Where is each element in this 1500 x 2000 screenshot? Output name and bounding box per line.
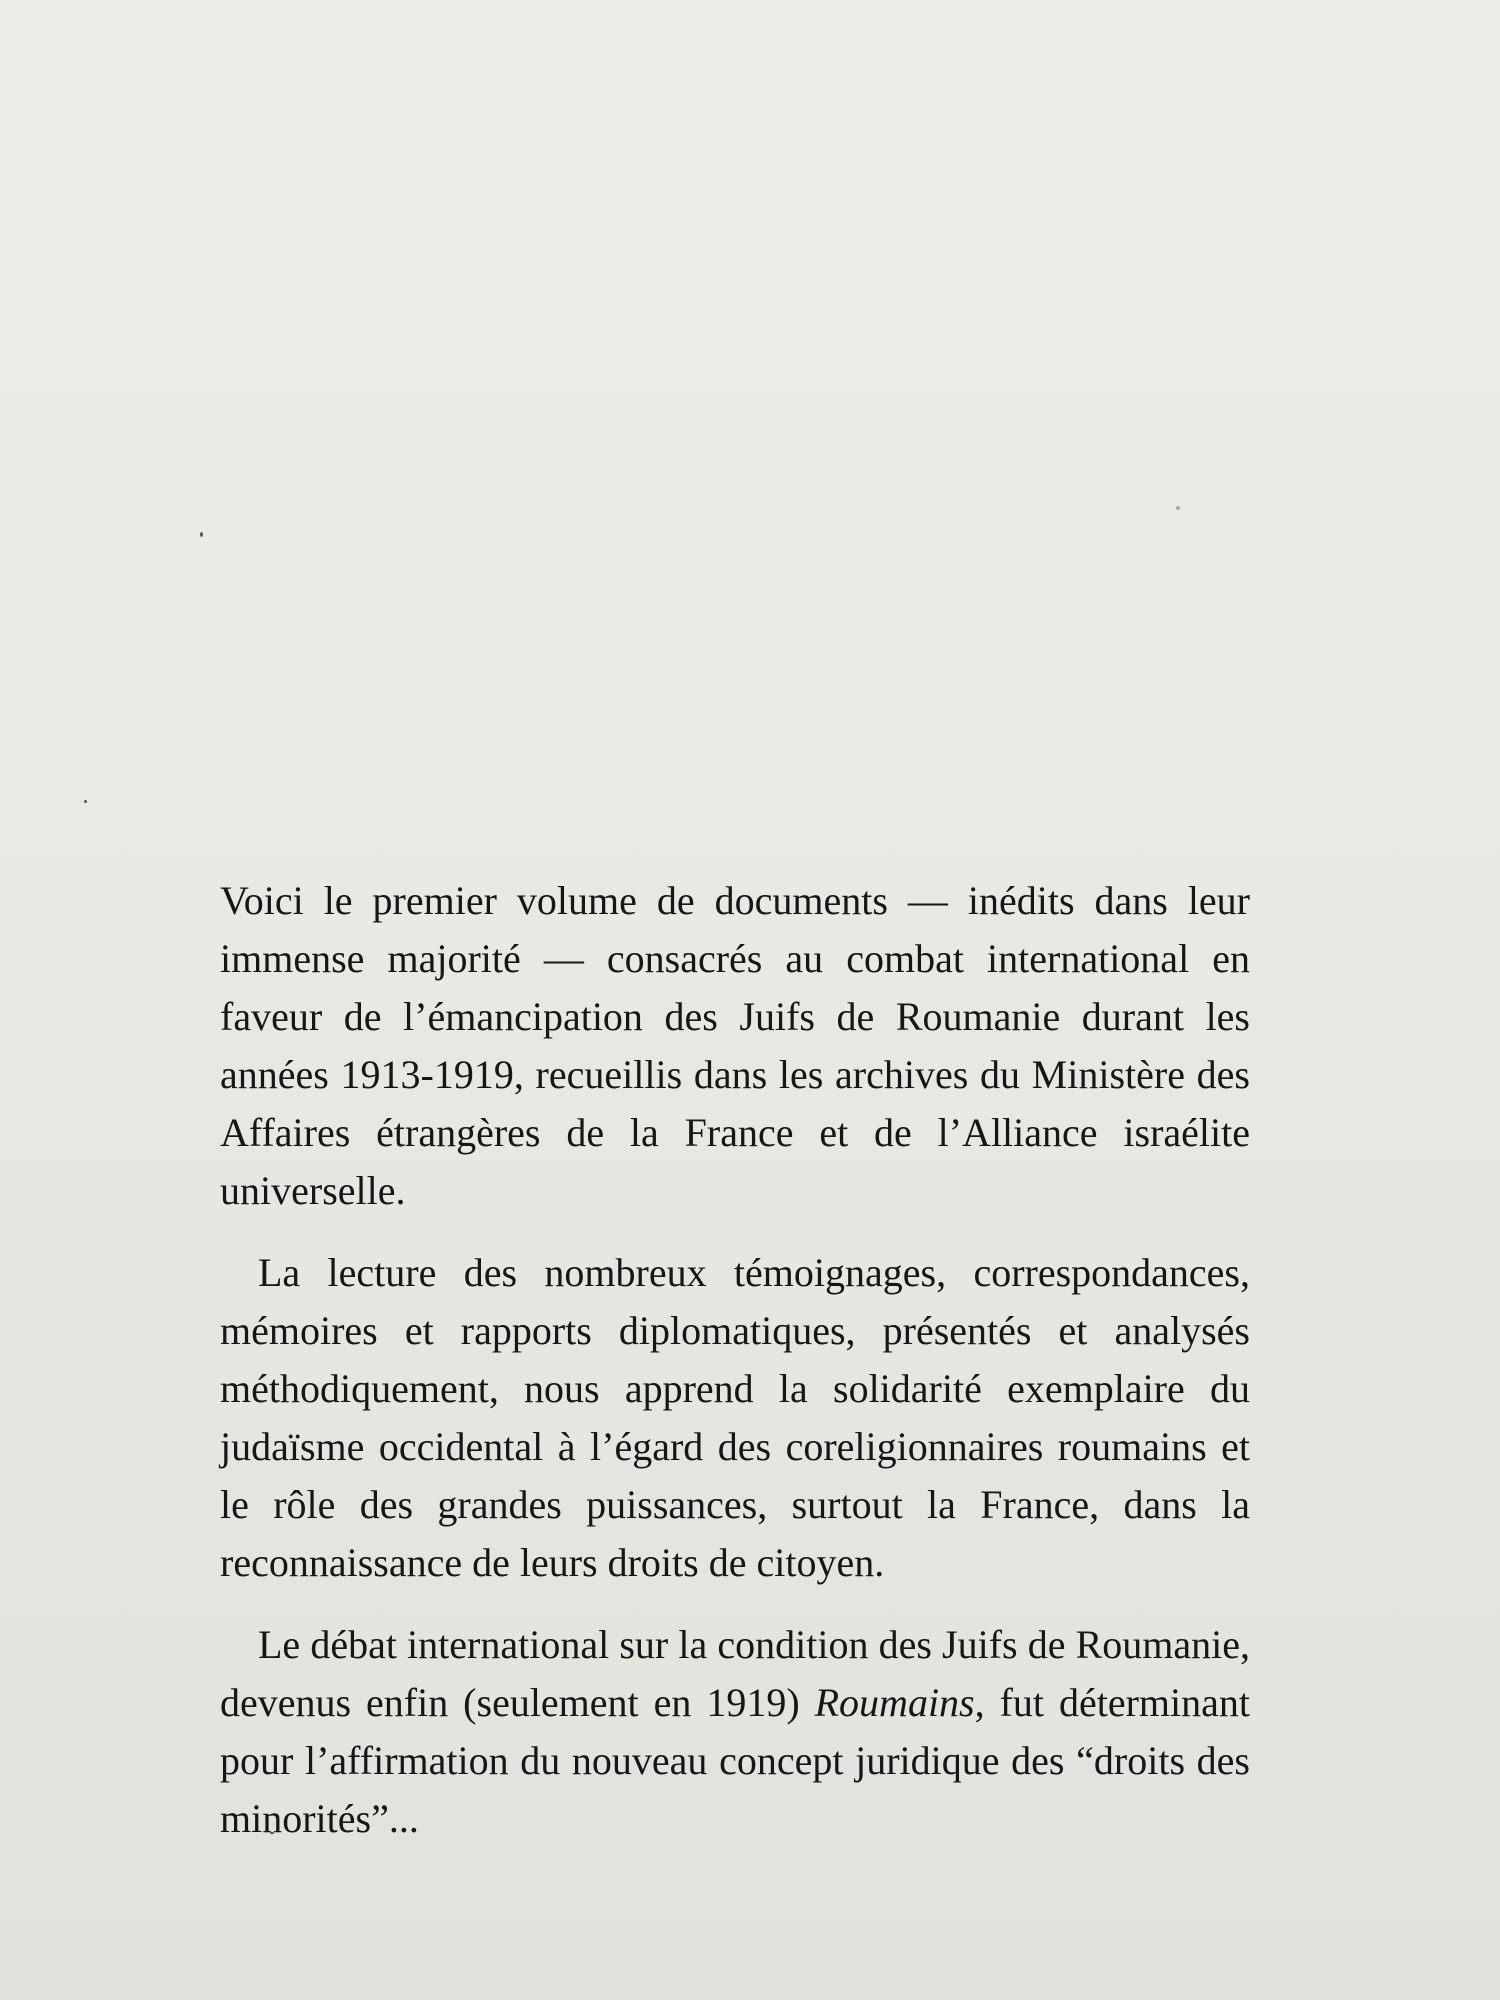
paper-speck xyxy=(1176,506,1180,510)
blurb-paragraph-2: La lecture des nombreux témoignages, correspondances, mémoires et rapports diplomatiques, présentés et analysés méthodiquement, nous apprend la solidarité exemplaire du judaïsme occidental à l’égard des coreligionnaires roumains et le rôle des grandes puissances, surtout la France, dans la reconnaissance de leurs droits de citoyen. xyxy=(220,1250,1250,1585)
paper-speck xyxy=(84,800,87,803)
paragraph-3-start: Le débat international sur la condition des Juifs de Roumanie, devenus enfin (seulement en 1919) xyxy=(220,1622,1250,1725)
blurb-text xyxy=(220,872,1250,1872)
blurb-paragraph-1: Voici le premier volume de documents — inédits dans leur immense majorité — consacrés au combat international en faveur de l’émancipation des Juifs de Roumanie durant les années 1913-1919, recueillis dans les archives du Ministère des Affaires étrangères de la France et de l’Alliance israélite universelle. xyxy=(220,878,1250,1213)
paragraph-3-end: , fut déterminant pour l’affirmation du nouveau concept juridique des “droits des minorités”... xyxy=(220,1680,1251,1841)
italic-word: Roumains xyxy=(814,1680,975,1725)
blurb-paragraph-3 xyxy=(220,1616,1250,1848)
paper-speck xyxy=(200,532,203,537)
